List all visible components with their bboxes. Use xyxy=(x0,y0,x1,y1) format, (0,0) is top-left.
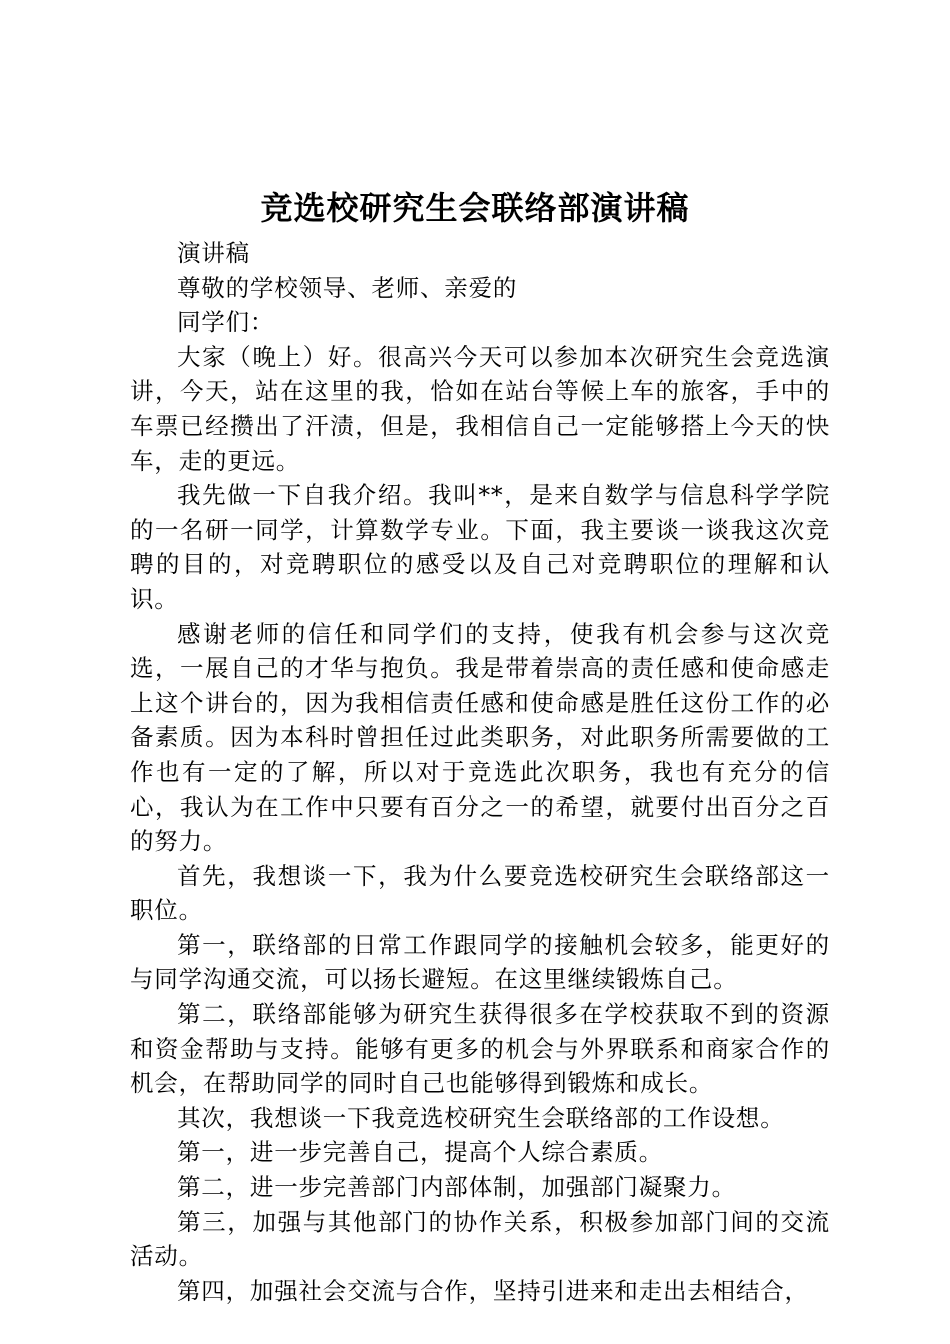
document-body xyxy=(130,236,830,1308)
paragraph: 第二，联络部能够为研究生获得很多在学校获取不到的资源和资金帮助与支持。能够有更多的机会与外界联系和商家合作的机会，在帮助同学的同时自己也能够得到锻炼和成长。 xyxy=(130,1000,830,1098)
paragraph: 首先，我想谈一下，我为什么要竞选校研究生会联络部这一职位。 xyxy=(130,861,830,925)
paragraph: 我先做一下自我介绍。我叫**，是来自数学与信息科学学院的一名研一同学，计算数学专业。下面，我主要谈一谈我这次竞聘的目的，对竞聘职位的感受以及自己对竞聘职位的理解和认识。 xyxy=(130,481,830,613)
paragraph: 同学们： xyxy=(177,308,275,337)
document-title: 竞选校研究生会联络部演讲稿 xyxy=(260,189,690,227)
paragraph: 第四，加强社会交流与合作，坚持引进来和走出去相结合， xyxy=(177,1276,809,1305)
paragraph: 其次，我想谈一下我竞选校研究生会联络部的工作设想。 xyxy=(177,1103,785,1132)
paragraph: 尊敬的学校领导、老师、亲爱的 xyxy=(177,273,518,302)
paragraph: 大家（晚上）好。很高兴今天可以参加本次研究生会竞选演讲，今天，站在这里的我，恰如在站台等候上车的旅客，手中的车票已经攒出了汗渍，但是，我相信自己一定能够搭上今天的快车，走的更远。 xyxy=(130,342,830,475)
paragraph: 感谢老师的信任和同学们的支持，使我有机会参与这次竞选，一展自己的才华与抱负。我是带着崇高的责任感和使命感走上这个讲台的，因为我相信责任感和使命感是胜任这份工作的必备素质。因为本科时曾担任过此类职务，对此职务所需要做的工作也有一定的了解，所以对于竞选此次职务，我也有充分的信心，我认为在工作中只要有百分之一的希望，就要付出百分之百的努力。 xyxy=(130,619,830,856)
paragraph: 第二，进一步完善部门内部体制，加强部门凝聚力。 xyxy=(177,1173,736,1202)
paragraph: 第三，加强与其他部门的协作关系，积极参加部门间的交流活动。 xyxy=(130,1207,830,1271)
paragraph: 第一，进一步完善自己，提高个人综合素质。 xyxy=(177,1138,663,1167)
paragraph: 演讲稿 xyxy=(177,239,250,267)
paragraph: 第一，联络部的日常工作跟同学的接触机会较多，能更好的与同学沟通交流，可以扬长避短。在这里继续锻炼自己。 xyxy=(130,930,830,994)
